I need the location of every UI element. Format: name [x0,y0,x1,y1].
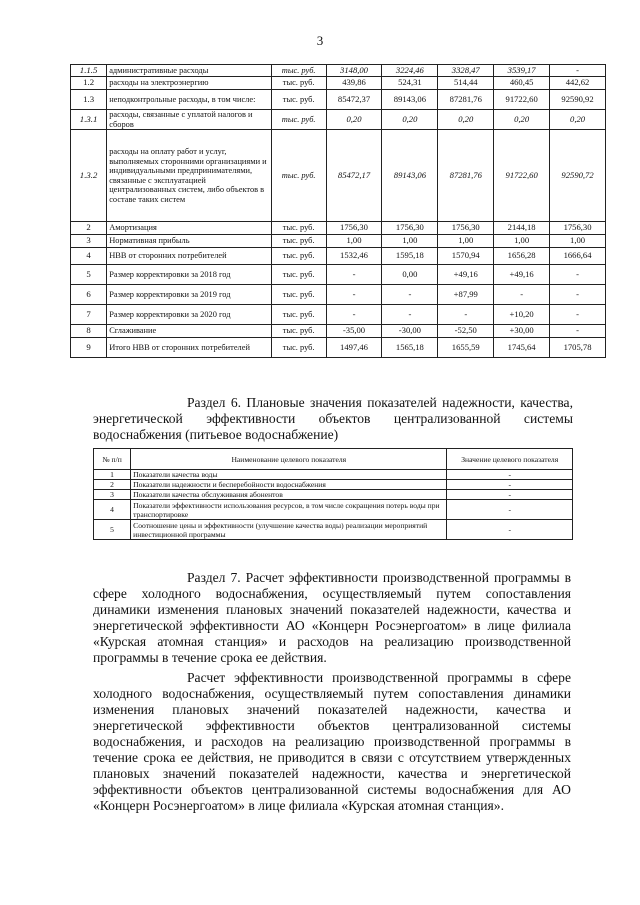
row-name: расходы на оплату работ и услуг, выполняемых сторонними организациями и индивидуальными предпринимателями, связанные с эксплуатацией централизованных систем, либо объектов в составе таких систем [107,130,272,222]
table-row [71,90,606,110]
row-name: НВВ от сторонних потребителей [107,248,272,265]
indicator-number: 2 [94,480,131,490]
indicator-number: 5 [94,520,131,540]
table-row [71,77,606,90]
header-number: № п/п [94,449,131,470]
row-name: Сглаживание [107,325,272,338]
row-unit: тыс. руб. [271,77,326,90]
row-number: 1.3.1 [71,110,107,130]
table-row [71,130,606,222]
row-value: +10,20 [494,305,550,325]
row-value: 1497,46 [326,338,382,358]
row-unit: тыс. руб. [271,325,326,338]
row-name: неподконтрольные расходы, в том числе: [107,90,272,110]
row-value: 442,62 [550,77,606,90]
row-unit: тыс. руб. [271,130,326,222]
row-number: 6 [71,285,107,305]
row-value: 87281,76 [438,90,494,110]
row-unit: тыс. руб. [271,285,326,305]
row-unit: тыс. руб. [271,248,326,265]
row-value: 3539,17 [494,65,550,77]
row-value: 1666,64 [550,248,606,265]
row-unit: тыс. руб. [271,110,326,130]
row-number: 1.3.2 [71,130,107,222]
row-value: 0,20 [494,110,550,130]
row-value: - [326,265,382,285]
row-number: 5 [71,265,107,285]
row-number: 8 [71,325,107,338]
row-value: 1565,18 [382,338,438,358]
row-value: 1,00 [326,235,382,248]
row-value: 1656,28 [494,248,550,265]
row-name: Размер корректировки за 2018 год [107,265,272,285]
indicator-value: - [447,500,573,520]
row-value: 1,00 [494,235,550,248]
row-name: Размер корректировки за 2020 год [107,305,272,325]
table-row [71,65,606,77]
table-row [94,520,573,540]
row-value: 89143,06 [382,90,438,110]
row-value: 92590,92 [550,90,606,110]
indicator-name: Показатели качества воды [131,470,447,480]
table-row [94,490,573,500]
row-unit: тыс. руб. [271,305,326,325]
row-name: Нормативная прибыль [107,235,272,248]
row-value: 1595,18 [382,248,438,265]
table-row [71,248,606,265]
row-value: 514,44 [438,77,494,90]
row-value: 85472,17 [326,130,382,222]
page-number: 3 [316,33,324,48]
row-value: - [326,305,382,325]
row-value: 1756,30 [550,222,606,235]
row-unit: тыс. руб. [271,65,326,77]
row-value: +49,16 [438,265,494,285]
row-number: 4 [71,248,107,265]
expenses-table [70,64,606,358]
row-value: 0,20 [550,110,606,130]
row-number: 7 [71,305,107,325]
row-value: 1,00 [382,235,438,248]
row-number: 1.3 [71,90,107,110]
indicator-number: 4 [94,500,131,520]
row-value: 1570,94 [438,248,494,265]
table-row [71,285,606,305]
row-value: -35,00 [326,325,382,338]
row-value: 460,45 [494,77,550,90]
row-value: 3224,46 [382,65,438,77]
section-7-paragraph-2: Расчет эффективности производственной программы в сфере холодного водоснабжения, осуществляемый путем сопоставления динамики изменения плановых значений показателей надежности, качества и энергетической эффективности объектов централизованной системы водоснабжения, и расходов на реализацию производственной программы в течение срока ее действия, не приводится в связи с отсутствием утвержденных плановых значений показателей надежности, качества и энергетической эффективности объектов централизованной системы водоснабжения для АО «Концерн Росэнергоатом» в лице филиала «Курская атомная станция». [93,670,571,813]
row-value: - [326,285,382,305]
row-value: 1655,59 [438,338,494,358]
row-value: 1756,30 [382,222,438,235]
row-value: -30,00 [382,325,438,338]
row-name: Итого НВВ от сторонних потребителей [107,338,272,358]
row-value: +49,16 [494,265,550,285]
row-number: 1.2 [71,77,107,90]
row-value: 0,00 [382,265,438,285]
row-value: - [550,65,606,77]
row-value: 3328,47 [438,65,494,77]
row-value: +30,00 [494,325,550,338]
table-row [71,305,606,325]
table-row [94,470,573,480]
table-row [71,222,606,235]
row-name: административные расходы [107,65,272,77]
row-value: 1,00 [550,235,606,248]
row-value: - [382,285,438,305]
row-value: - [494,285,550,305]
row-name: Размер корректировки за 2019 год [107,285,272,305]
indicator-name: Соотношение цены и эффективности (улучшение качества воды) реализации мероприятий инвестиционной программы [131,520,447,540]
row-value: - [382,305,438,325]
indicator-value: - [447,480,573,490]
table-row [71,265,606,285]
section-6-heading: Раздел 6. Плановые значения показателей надежности, качества, энергетической эффективности объектов централизованной системы водоснабжения (питьевое водоснабжение) [93,395,573,442]
header-indicator-value: Значение целевого показателя [447,449,573,470]
table-row [71,325,606,338]
row-value: 1756,30 [326,222,382,235]
row-value: -52,50 [438,325,494,338]
row-value: - [550,265,606,285]
row-value: 1705,78 [550,338,606,358]
indicator-value: - [447,490,573,500]
row-value: 1745,64 [494,338,550,358]
row-name: расходы, связанные с уплатой налогов и сборов [107,110,272,130]
indicator-value: - [447,520,573,540]
row-value: 439,86 [326,77,382,90]
row-value: 0,20 [438,110,494,130]
row-unit: тыс. руб. [271,222,326,235]
row-value: 0,20 [382,110,438,130]
table-row [94,500,573,520]
table-row [94,480,573,490]
row-number: 9 [71,338,107,358]
row-value: 1756,30 [438,222,494,235]
row-value: 3148,00 [326,65,382,77]
row-unit: тыс. руб. [271,235,326,248]
indicator-name: Показатели надежности и бесперебойности водоснабжения [131,480,447,490]
row-unit: тыс. руб. [271,265,326,285]
row-unit: тыс. руб. [271,338,326,358]
row-value: 85472,37 [326,90,382,110]
row-name: Амортизация [107,222,272,235]
row-value: 0,20 [326,110,382,130]
indicator-name: Показатели эффективности использования ресурсов, в том числе сокращения потерь воды при транспортировке [131,500,447,520]
row-value: - [550,325,606,338]
row-value: 2144,18 [494,222,550,235]
indicator-name: Показатели качества обслуживания абонентов [131,490,447,500]
row-value: 91722,60 [494,130,550,222]
row-value: 524,31 [382,77,438,90]
table-header-row [94,449,573,470]
row-value: 1532,46 [326,248,382,265]
row-unit: тыс. руб. [271,90,326,110]
row-name: расходы на электроэнергию [107,77,272,90]
row-value: - [550,305,606,325]
row-value: 87281,76 [438,130,494,222]
section-7-paragraph: Раздел 7. Расчет эффективности производственной программы в сфере холодного водоснабжения, осуществляемый путем сопоставления динамики изменения плановых значений показателей надежности, качества и энергетической эффективности АО «Концерн Росэнергоатом» в лице филиала «Курская атомная станция» и расходов на реализацию производственной программы в течение срока ее действия. [93,570,571,665]
indicators-table [93,448,573,540]
row-value: - [550,285,606,305]
table-row [71,338,606,358]
indicator-number: 3 [94,490,131,500]
row-value: 91722,60 [494,90,550,110]
row-value: 1,00 [438,235,494,248]
table-row [71,110,606,130]
row-value: 89143,06 [382,130,438,222]
indicator-number: 1 [94,470,131,480]
row-number: 2 [71,222,107,235]
row-value: 92590,72 [550,130,606,222]
table-row [71,235,606,248]
row-number: 3 [71,235,107,248]
header-indicator-name: Наименование целевого показателя [131,449,447,470]
indicator-value: - [447,470,573,480]
row-value: - [438,305,494,325]
row-number: 1.1.5 [71,65,107,77]
row-value: +87,99 [438,285,494,305]
